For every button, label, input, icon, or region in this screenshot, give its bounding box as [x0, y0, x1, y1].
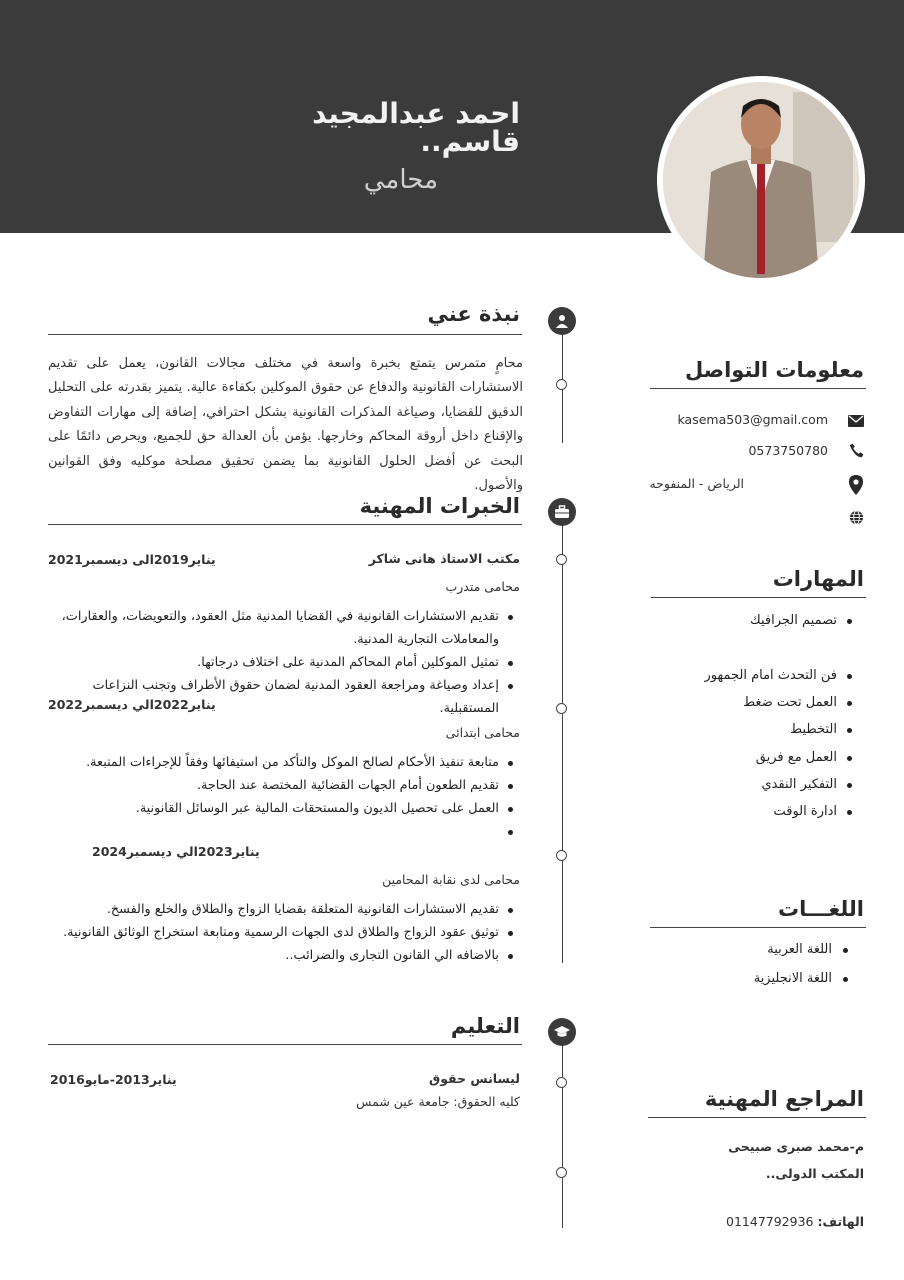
education-date: يناير2013-مايو2016: [50, 1072, 177, 1087]
reference-phone: [726, 1214, 864, 1229]
about-title: نبذة عني: [427, 302, 520, 326]
reference-name: م-محمد صبرى صبيحى: [728, 1139, 864, 1154]
skill-item: التفكير النقدي: [761, 777, 837, 792]
timeline-node: [556, 1077, 567, 1088]
language-item: اللغة العربية: [767, 942, 832, 957]
graduation-cap-icon: [548, 1018, 576, 1046]
languages-title: اللغـــات: [777, 897, 864, 921]
briefcase-icon: [548, 498, 576, 526]
phone-number[interactable]: 01147792936: [726, 1214, 814, 1229]
timeline-node: [556, 703, 567, 714]
location-pin-icon: [849, 475, 863, 495]
divider: [48, 524, 522, 525]
list-item: تمثيل الموكلين أمام المحاكم المدنية على اختلاف درجاتها.: [48, 651, 515, 674]
contact-title: معلومات التواصل: [685, 358, 864, 382]
bullet-dot: [847, 810, 852, 815]
list-item: تقديم الاستشارات القانونية في القضايا المدنية مثل العقود، والتعويضات، والعقارات، والمعاملات التجارية المدنية.: [48, 605, 515, 651]
globe-icon: [849, 510, 864, 525]
bullet-dot: [847, 674, 852, 679]
divider: [651, 597, 866, 598]
job-date: يناير2019الى ديسمبر2021: [48, 552, 216, 567]
bullet-dot: [843, 948, 848, 953]
bullet-dot: [847, 701, 852, 706]
list-item: بالاضافه الي القانون التجارى والضرائب..: [48, 944, 515, 967]
job-duties: [48, 751, 515, 843]
list-item: تقديم الاستشارات القانونية المتعلقة بقضايا الزواج والطلاق والخلع والفسخ.: [48, 898, 515, 921]
phone-value[interactable]: 0573750780: [748, 443, 828, 458]
employer-name: مكتب الاستاذ هانى شاكر: [368, 551, 520, 566]
divider: [48, 334, 522, 335]
language-item: اللغة الانجليزية: [753, 971, 832, 986]
timeline-node: [556, 1167, 567, 1178]
timeline-line: [562, 1044, 563, 1228]
list-item: توثيق عقود الزواج والطلاق لدى الجهات الرسمية ومتابعة استخراج الوثائق القانونية.: [48, 921, 515, 944]
school-name: كليه الحقوق: جامعة عين شمس: [356, 1094, 520, 1109]
education-title: التعليم: [450, 1014, 520, 1038]
skill-item: فن التحدث امام الجمهور: [704, 668, 837, 683]
list-item: إعداد وصياغة ومراجعة العقود المدنية لضمان حقوق الأطراف وتجنب النزاعات المستقبلية.: [48, 674, 515, 720]
timeline-node: [556, 379, 567, 390]
phone-icon: [849, 443, 864, 458]
divider: [648, 1117, 866, 1118]
email-value[interactable]: kasema503@gmail.com: [677, 412, 828, 427]
bullet-dot: [847, 783, 852, 788]
phone-label: الهاتف:: [817, 1214, 864, 1229]
timeline-node: [556, 850, 567, 861]
list-item: تقديم الطعون أمام الجهات القضائية المختصة عند الحاجة.: [48, 774, 515, 797]
mail-icon: [848, 415, 864, 427]
list-item: [48, 820, 515, 843]
job-date: يناير2022الي ديسمبر2022: [48, 697, 216, 712]
job-title: محامى ابتدائى: [445, 725, 520, 740]
skill-item: ادارة الوقت: [773, 804, 837, 819]
candidate-role: محامي: [363, 165, 438, 195]
skills-title: المهارات: [772, 567, 864, 591]
job-title: محامى متدرب: [445, 579, 520, 594]
bullet-dot: [847, 619, 852, 624]
portrait-illustration: [663, 82, 859, 278]
timeline-line: [562, 523, 563, 963]
divider: [48, 1044, 522, 1045]
skill-item: تصميم الجرافيك: [750, 613, 837, 628]
skill-item: العمل مع فريق: [755, 750, 837, 765]
person-icon: [548, 307, 576, 335]
timeline-node: [556, 554, 567, 565]
experience-title: الخبرات المهنية: [359, 494, 520, 518]
degree-name: ليسانس حقوق: [429, 1071, 520, 1086]
list-item: العمل على تحصيل الديون والمستحقات المالية عبر الوسائل القانونية.: [48, 797, 515, 820]
profile-photo: [657, 76, 865, 284]
divider: [650, 388, 866, 389]
location-value: الرياض - المنفوحه: [649, 476, 744, 491]
divider: [650, 927, 866, 928]
references-title: المراجع المهنية: [704, 1087, 864, 1111]
skill-item: التخطيط: [790, 722, 837, 737]
job-date: يناير2023الي ديسمبر2024: [92, 844, 260, 859]
job-duties: [48, 898, 515, 967]
bullet-dot: [847, 728, 852, 733]
reference-org: المكتب الدولى..: [765, 1166, 864, 1181]
about-text: محامٍ متمرس يتمتع بخبرة واسعة في مختلف مجالات القانون، يعمل على تقديم الاستشارات القانونية والدفاع عن حقوق الموكلين بكفاءة عالية. يتميز بقدرته على التحليل الدقيق للقضايا، وصياغة المذكرات القانونية بشكل احترافي، إضافة إلى مهارات التفاوض والإقناع داخل أروقة المحاكم وخارجها. يؤمن بأن العدالة حق للجميع، ويحرص دائمًا على البحث عن أفضل الحلول القانونية بما يضمن تحقيق مصلحة موكليه وفق القوانين والأصول.: [48, 356, 523, 494]
skill-item: العمل تحت ضغط: [743, 695, 837, 710]
avatar: [663, 82, 859, 278]
bullet-dot: [843, 977, 848, 982]
job-title: محامى لدى نقابة المحامين: [382, 872, 520, 887]
bullet-dot: [847, 756, 852, 761]
candidate-name: احمد عبدالمجيد قاسم..: [312, 97, 520, 158]
list-item: متابعة تنفيذ الأحكام لصالح الموكل والتأكد من استيفائها وفقاً للإجراءات المتبعة.: [48, 751, 515, 774]
